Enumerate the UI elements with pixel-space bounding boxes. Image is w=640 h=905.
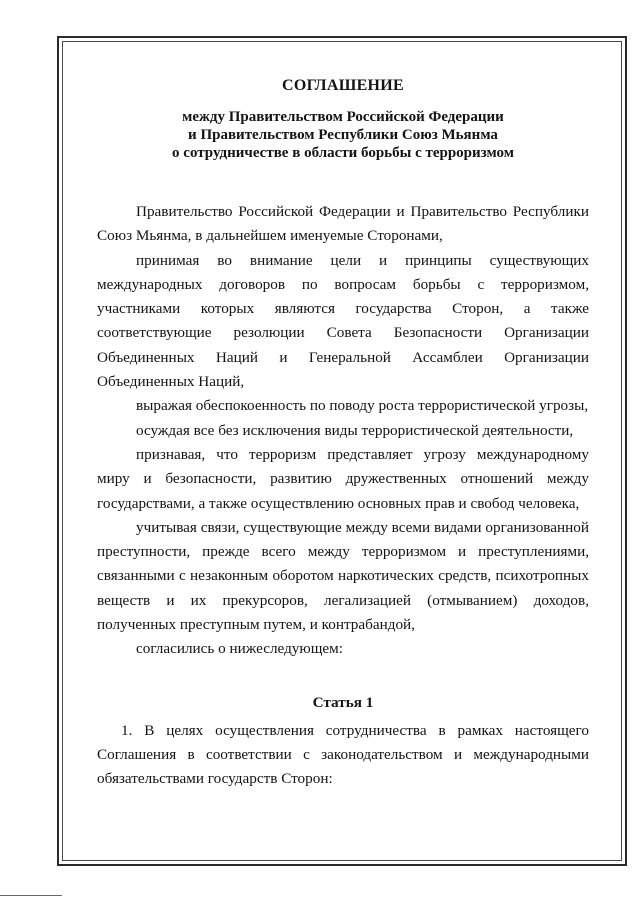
preamble-paragraph: принимая во внимание цели и принципы существующих международных договоров по вопросам борьбы с терроризмом, участниками которых являются государства Сторон, а также соответствующие резолюции Совета Безопасности Организации Объединенных Наций и Генеральной Ассамблеи Организации Объединенных Наций, (97, 251, 589, 391)
subtitle-line: между Правительством Российской Федерации (182, 109, 504, 125)
preamble-paragraph: учитывая связи, существующие между всеми видами организованной преступности, прежде всего между терроризмом и преступлениями, связанными с незаконным оборотом наркотических средств, психотропных веществ и их прекурсоров, легализацией (отмыванием) доходов, полученных преступным путем, и контрабандой, (97, 518, 589, 634)
article-heading: Статья 1 (312, 693, 374, 711)
preamble-paragraph: признавая, что терроризм представляет угрозу международному миру и безопасности, развитию дружественных отношений между государствами, а также осуществлению основных прав и свобод человека, (97, 445, 589, 512)
subtitle-line: и Правительством Республики Союз Мьянма (188, 127, 498, 143)
preamble-paragraph: согласились о нижеследующем: (136, 640, 344, 658)
document-subtitle (97, 108, 589, 162)
preamble-paragraph: осуждая все без исключения виды террористической деятельности, (136, 421, 574, 439)
document-title: СОГЛАШЕНИЕ (281, 77, 405, 94)
preamble (97, 200, 589, 662)
preamble-paragraph: Правительство Российской Федерации и Правительство Республики Союз Мьянма, в дальнейшем именуемые Сторонами, (97, 203, 589, 245)
article-paragraph: 1. В целях осуществления сотрудничества в рамках настоящего Соглашения в соответствии с законодательством и международными обязательствами государств Сторон: (97, 721, 589, 788)
scan-edge-line (0, 895, 62, 896)
preamble-paragraph: выражая обеспокоенность по поводу роста террористической угрозы, (136, 397, 589, 415)
document-content (97, 76, 589, 792)
subtitle-line: о сотрудничестве в области борьбы с терроризмом (172, 145, 514, 161)
article-body (97, 719, 589, 792)
